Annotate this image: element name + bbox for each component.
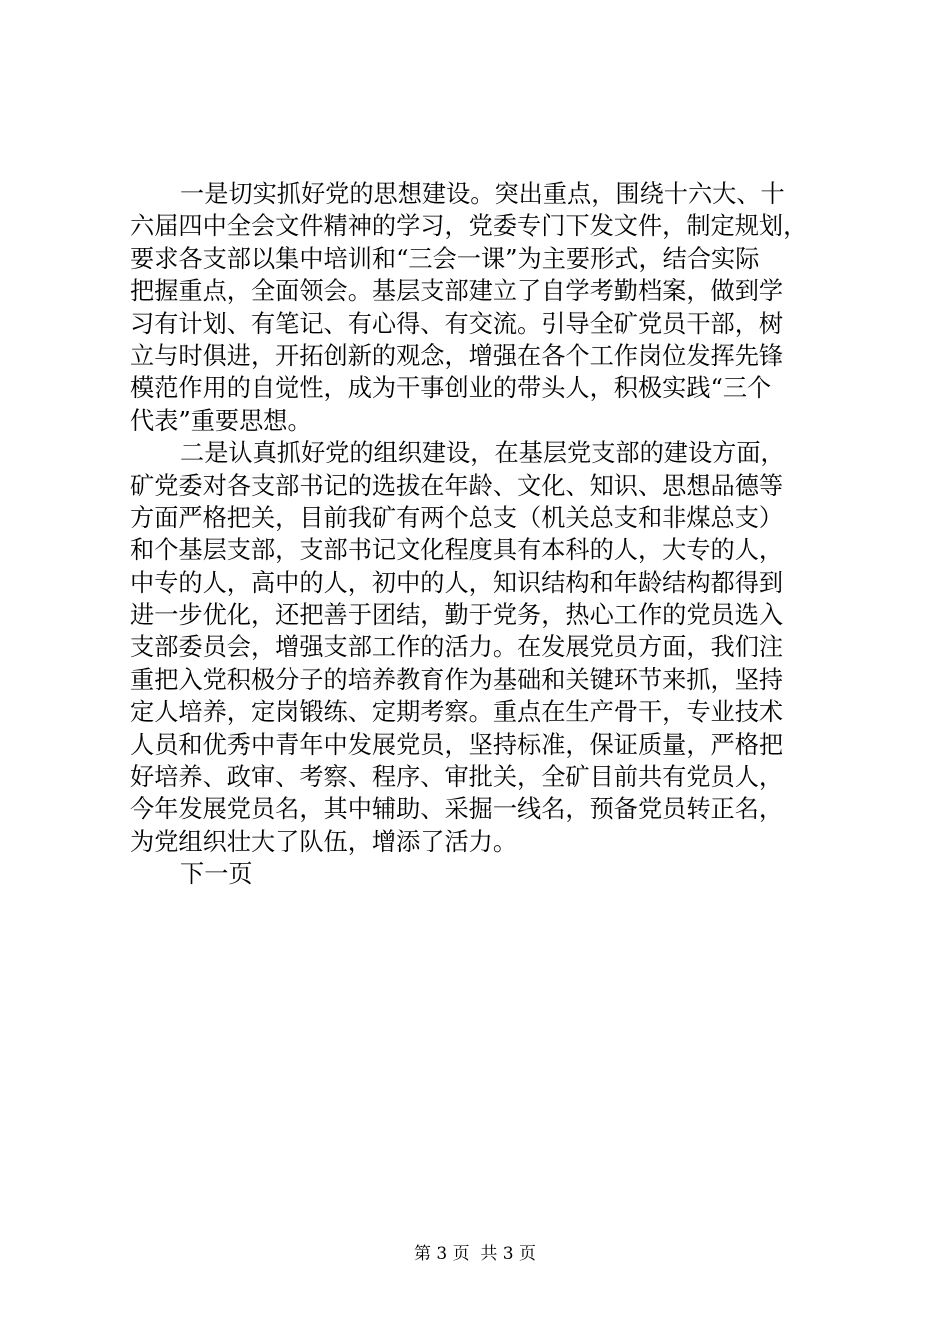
paragraph-line: 方面严格把关，目前我矿有两个总支（机关总支和非煤总支） bbox=[130, 503, 784, 532]
paragraph-line: 一是切实抓好党的思想建设。突出重点，围绕十六大、十 bbox=[180, 180, 785, 208]
paragraph-line: 为党组织壮大了队伍，增添了活力。 bbox=[130, 827, 518, 856]
paragraph-line: 重把入党积极分子的培养教育作为基础和关键环节来抓，坚持 bbox=[130, 665, 784, 694]
next-page-link[interactable]: 下一页 bbox=[180, 860, 253, 889]
paragraph-line: 立与时俱进，开拓创新的观念，增强在各个工作岗位发挥先锋 bbox=[130, 341, 784, 370]
paragraph-line: 二是认真抓好党的组织建设，在基层党支部的建设方面， bbox=[180, 439, 785, 468]
paragraph-line: 要求各支部以集中培训和“三会一课”为主要形式，结合实际 bbox=[130, 244, 760, 273]
paragraph-line: 今年发展党员名，其中辅助、采掘一线名，预备党员转正名， bbox=[130, 795, 784, 824]
paragraph-line: 好培养、政审、考察、程序、审批关，全矿目前共有党员人， bbox=[130, 763, 784, 792]
paragraph-line: 习有计划、有笔记、有心得、有交流。引导全矿党员干部，树 bbox=[130, 309, 784, 338]
document-body bbox=[130, 178, 842, 891]
paragraph-line: 和个基层支部，支部书记文化程度具有本科的人，大专的人， bbox=[130, 536, 784, 565]
paragraph-line: 把握重点，全面领会。基层支部建立了自学考勤档案，做到学 bbox=[130, 277, 784, 306]
paragraph-1 bbox=[130, 178, 842, 437]
paragraph-line: 矿党委对各支部书记的选拔在年龄、文化、知识、思想品德等 bbox=[130, 471, 784, 500]
paragraph-line: 进一步优化，还把善于团结，勤于党务，热心工作的党员选入 bbox=[130, 601, 784, 630]
paragraph-line: 模范作用的自觉性，成为干事创业的带头人，积极实践“三个 bbox=[130, 374, 772, 403]
paragraph-line: 人员和优秀中青年中发展党员，坚持标准，保证质量，严格把 bbox=[130, 730, 784, 759]
paragraph-line: 支部委员会，增强支部工作的活力。在发展党员方面，我们注 bbox=[130, 633, 784, 662]
paragraph-2 bbox=[130, 437, 842, 858]
paragraph-line: 六届四中全会文件精神的学习，党委专门下发文件，制定规划， bbox=[130, 212, 808, 241]
paragraph-line: 定人培养，定岗锻练、定期考察。重点在生产骨干，专业技术 bbox=[130, 698, 784, 727]
paragraph-line: 中专的人，高中的人，初中的人，知识结构和年龄结构都得到 bbox=[130, 568, 784, 597]
page-number-footer: 第 3 页 共 3 页 bbox=[413, 1244, 537, 1264]
paragraph-line: 代表”重要思想。 bbox=[130, 406, 312, 435]
